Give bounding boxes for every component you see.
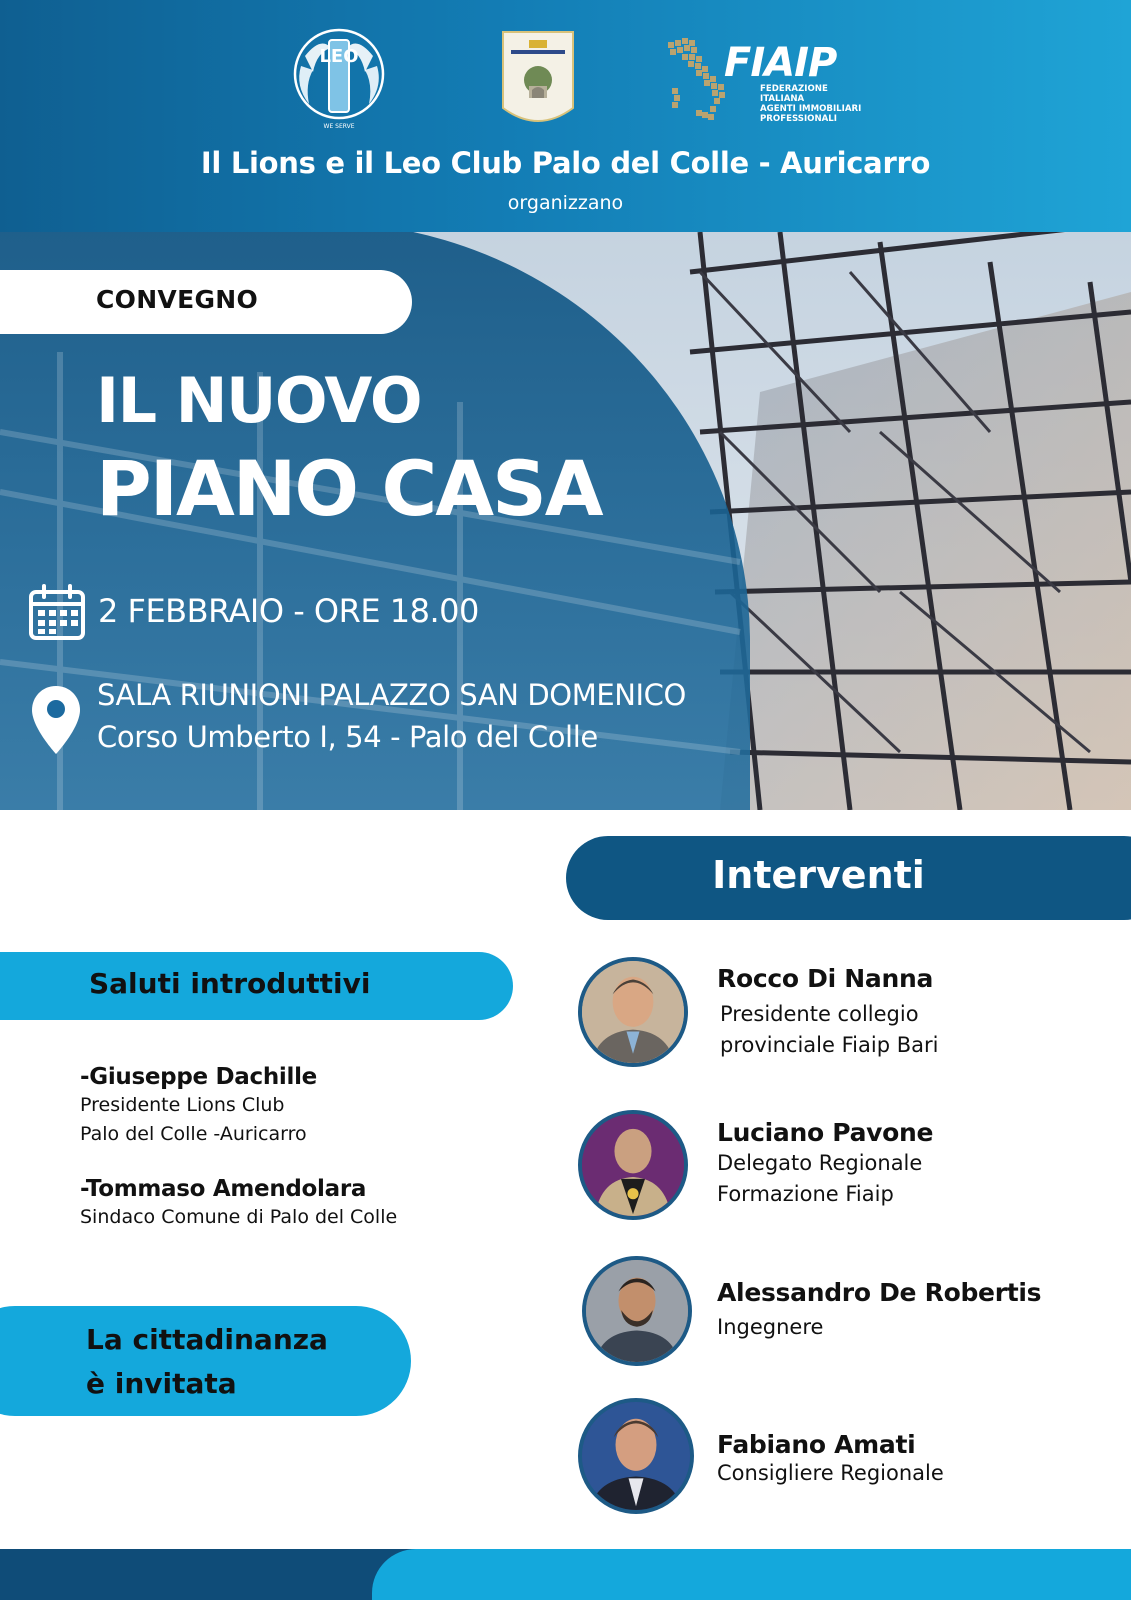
- greeter-role: Sindaco Comune di Palo del Colle: [80, 1206, 398, 1228]
- venue-address: Corso Umberto I, 54 - Palo del Colle: [97, 720, 598, 754]
- event-title-line2: PIANO CASA: [96, 444, 602, 533]
- speaker-role: Delegato Regionale Formazione Fiaip: [717, 1151, 923, 1206]
- speaker-avatar: [578, 1110, 688, 1220]
- leo-motto: WE SERVE: [323, 123, 355, 130]
- organizers-title: Il Lions e il Leo Club Palo del Colle - Auricarro: [200, 146, 931, 180]
- hero-section: [0, 232, 1131, 810]
- fiaip-logo: [666, 36, 866, 124]
- speaker-name: Luciano Pavone: [717, 1118, 934, 1147]
- calendar-icon: [28, 584, 86, 642]
- map-pin-icon: [30, 684, 82, 756]
- fiaip-wordmark: FIAIP: [724, 40, 837, 86]
- leo-logo-letter-l: LEO: [319, 46, 359, 67]
- speaker-name: Rocco Di Nanna: [717, 964, 934, 993]
- speaker-name: Alessandro De Robertis: [717, 1278, 1042, 1307]
- speaker-avatar: [582, 1256, 692, 1366]
- speaker-role: Consigliere Regionale: [717, 1461, 944, 1485]
- speaker-role: Presidente collegio provinciale Fiaip Bari: [720, 1002, 939, 1057]
- footer-light-band: [372, 1549, 1131, 1600]
- leo-club-logo: [291, 26, 387, 134]
- speaker-avatar: [578, 1398, 694, 1514]
- greeter-name: -Giuseppe Dachille: [80, 1064, 317, 1090]
- event-type-label: CONVEGNO: [96, 285, 259, 314]
- speaker-name: Fabiano Amati: [717, 1430, 916, 1459]
- greeter-name: -Tommaso Amendolara: [80, 1176, 367, 1202]
- event-date: 2 FEBBRAIO - ORE 18.00: [98, 592, 479, 630]
- interventi-heading: Interventi: [712, 853, 925, 897]
- organizers-subtitle: organizzano: [507, 192, 624, 214]
- lions-club-logo: [501, 30, 575, 130]
- greeter-role: Presidente Lions Club Palo del Colle -Auricarro: [80, 1094, 307, 1145]
- header-banner: [0, 0, 1131, 232]
- invitation-line1: La cittadinanza: [86, 1323, 328, 1356]
- speaker-avatar: [578, 957, 688, 1067]
- saluti-heading: Saluti introduttivi: [89, 967, 371, 1000]
- event-title-line1: IL NUOVO: [96, 364, 422, 437]
- invitation-line2: è invitata: [86, 1367, 237, 1400]
- fiaip-subtitle: FEDERAZIONE ITALIANA AGENTI IMMOBILIARI PROFESSIONALI: [760, 84, 862, 124]
- venue-name: SALA RIUNIONI PALAZZO SAN DOMENICO: [97, 678, 686, 712]
- speaker-role: Ingegnere: [717, 1315, 824, 1339]
